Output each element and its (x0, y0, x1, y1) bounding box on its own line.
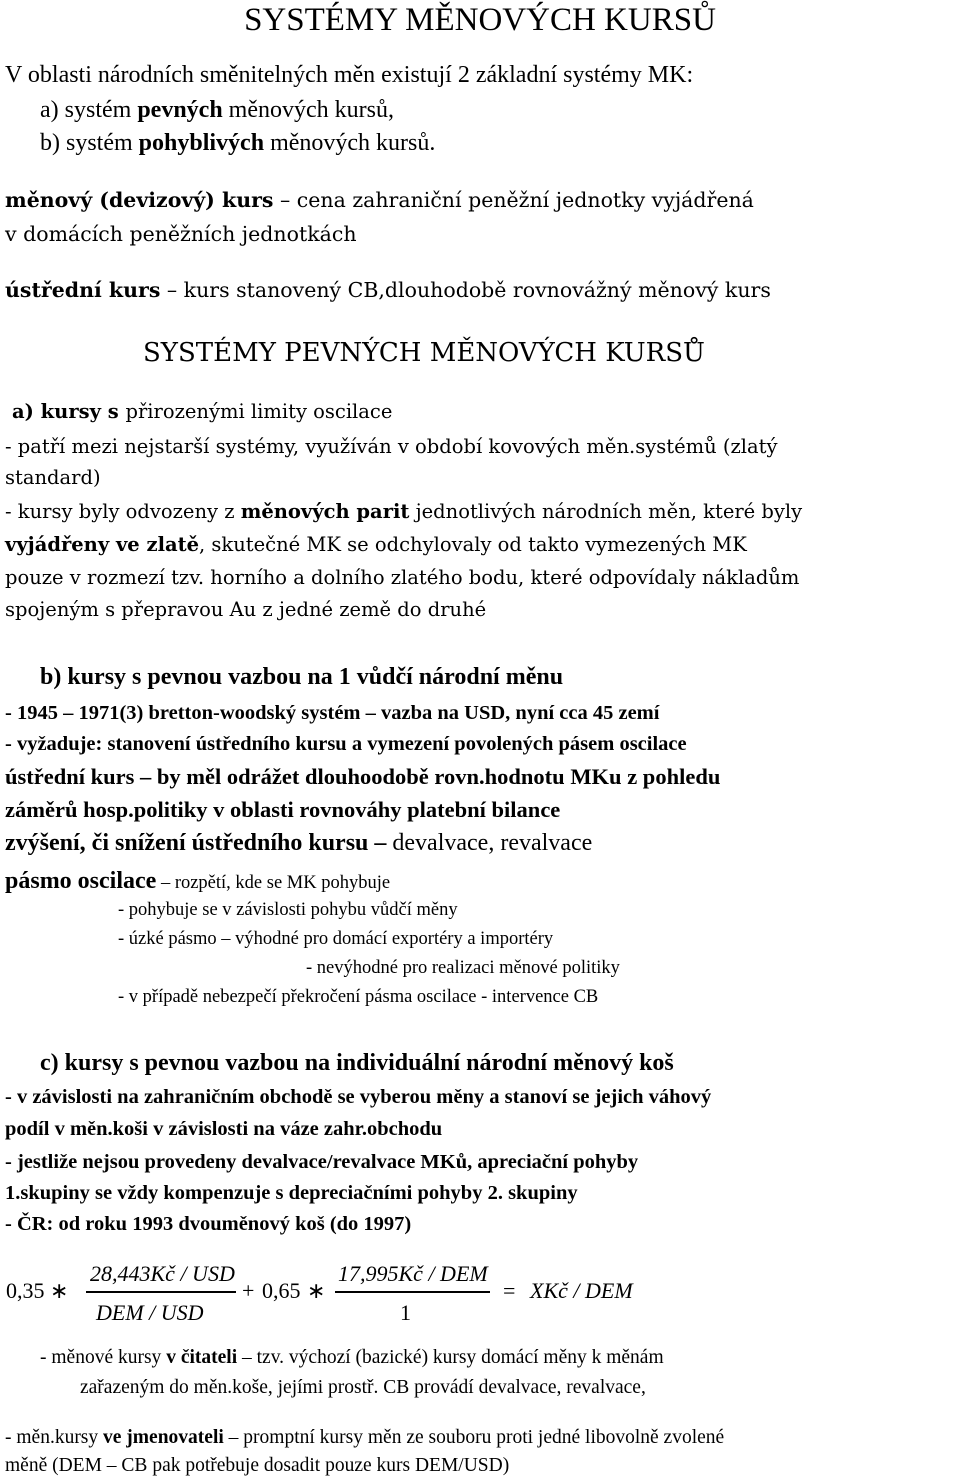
note-emph: ve jmenovateli (103, 1427, 224, 1448)
part-a-line (5, 500, 802, 523)
part-b-emph: zvýšení, či snížení ústředního kursu – (5, 830, 393, 856)
part-b-line: ústřední kurs – by měl odrážet dlouhoodobě rovn.hodnotu MKu z pohledu (5, 764, 721, 789)
fraction-bar (335, 1291, 490, 1293)
part-c-line: - jestliže nejsou provedeny devalvace/revalvace MKů, apreciační pohyby (5, 1151, 639, 1173)
note-line: zařazeným do měn.koše, jejími prostř. CB provádí devalvace, revalvace, (80, 1377, 646, 1398)
part-a-heading (12, 400, 392, 423)
formula-operator: + (242, 1278, 255, 1303)
part-b-line (5, 830, 592, 857)
list-item: - úzké pásmo – výhodné pro domácí exportéry a importéry (118, 929, 554, 949)
formula-denominator: 1 (400, 1300, 411, 1325)
part-b-line (5, 868, 390, 895)
note-text: – tzv. výchozí (bazické) kursy domácí měny k měnám (237, 1347, 664, 1368)
part-a-line (5, 566, 799, 589)
intro-a-suffix: měnových kursů, (222, 97, 394, 123)
list-item: - pohybuje se v závislosti pohybu vůdčí měny (118, 900, 458, 920)
definition-exchange-rate-cont: v domácích peněžních jednotkách (5, 222, 357, 246)
definition-text: – cena zahraniční peněžní jednotky vyjádřená (273, 188, 754, 212)
intro-a-prefix: a) systém (40, 97, 138, 123)
part-a-line: standard) (5, 466, 101, 489)
formula-numerator: 17,995Kč / DEM (338, 1261, 488, 1286)
part-c-heading: c) kursy s pevnou vazbou na individuální národní měnový koš (40, 1050, 674, 1076)
definition-term: ústřední kurs (5, 278, 161, 302)
formula-operator: = (503, 1278, 516, 1303)
definition-central-rate (5, 278, 771, 302)
intro-line: V oblasti národních směnitelných měn existují 2 základní systémy MK: (5, 62, 694, 88)
intro-item-b (40, 130, 435, 157)
part-a-text: - patří mezi nejstarší systémy, využíván v období kovových měn. (5, 435, 636, 458)
part-a-heading-bold: a) kursy s (12, 400, 126, 423)
section-heading: SYSTÉMY PEVNÝCH MĚNOVÝCH KURSŮ (143, 338, 705, 368)
fraction-bar (86, 1291, 236, 1293)
part-b-text: – rozpětí, kde se MK pohybuje (156, 873, 391, 893)
part-a-text: jednotlivých národních měn, které byly (409, 500, 803, 523)
part-a-heading-rest: přirozenými limity oscilace (125, 400, 393, 423)
part-c-line: - ČR: od roku 1993 dvouměnový koš (do 1997) (5, 1213, 412, 1235)
part-b-line: záměrů hosp.politiky v oblasti rovnováhy platební bilance (5, 797, 561, 822)
list-item: - nevýhodné pro realizaci měnové politiky (306, 958, 620, 978)
note-line (5, 1427, 724, 1449)
note-line (40, 1347, 664, 1369)
part-a-emph: vyjádřeny ve zlatě (5, 533, 200, 556)
part-c-line: 1.skupiny se vždy kompenzuje s depreciačními pohyby 2. skupiny (5, 1182, 578, 1204)
formula-denominator: DEM / USD (96, 1300, 204, 1325)
part-b-heading: b) kursy s pevnou vazbou na 1 vůdčí národní měnu (40, 664, 564, 690)
note-text: - měn.kursy (5, 1427, 104, 1448)
definition-term: měnový (devizový) kurs (5, 188, 274, 212)
part-b-emph: pásmo oscilace (5, 868, 157, 894)
formula-operator: ∗ (50, 1278, 69, 1303)
note-emph: v čitateli (166, 1347, 238, 1368)
part-a-emph: měnových parit (240, 500, 410, 523)
part-b-line: - vyžaduje: stanovení ústředního kursu a vymezení povolených pásem oscilace (5, 733, 687, 755)
part-a-text: pouze v rozmezí tzv. (5, 566, 211, 589)
page-title: SYSTÉMY MĚNOVÝCH KURSŮ (244, 2, 716, 38)
part-a-text: horního a dolního zlatého bodu, které odpovídaly nákladům (210, 566, 800, 589)
part-c-line: - v závislosti na zahraničním obchodě se vyberou měny a stanoví se jejich váhový (5, 1086, 712, 1108)
formula-coefficient: 0,35 (6, 1278, 45, 1303)
formula-result: XKč / DEM (530, 1278, 633, 1303)
intro-item-a (40, 97, 394, 124)
part-b-text: devalvace, revalvace (392, 830, 593, 856)
note-text: – promptní kursy měn ze souboru proti jedné libovolně zvolené (223, 1427, 725, 1448)
part-c-line: podíl v měn.koši v závislosti na váze zahr.obchodu (5, 1118, 443, 1140)
note-line: měně (DEM – CB pak potřebuje dosadit pouze kurs DEM/USD) (5, 1455, 510, 1476)
intro-b-suffix: měnových kursů. (264, 130, 436, 156)
formula-coefficient: 0,65 (262, 1278, 301, 1303)
part-b-line: - 1945 – 1971(3) bretton-woodský systém – vazba na USD, nyní cca 45 zemí (5, 702, 660, 724)
part-a-text: - kursy byly odvozeny z (5, 500, 241, 523)
part-a-line (5, 435, 777, 458)
list-item: - v případě nebezpečí překročení pásma oscilace - intervence CB (118, 987, 599, 1007)
formula-operator: ∗ (307, 1278, 326, 1303)
note-text: - měnové kursy (40, 1347, 167, 1368)
part-a-line: spojeným s přepravou Au z jedné země do druhé (5, 598, 487, 621)
intro-b-prefix: b) systém (40, 130, 139, 156)
basket-formula (0, 1256, 700, 1331)
part-a-text-tail: systémů (zlatý (635, 435, 778, 458)
intro-a-bold: pevných (137, 97, 223, 123)
part-a-text: , skutečné MK se odchylovaly od takto vymezených MK (199, 533, 747, 556)
part-a-line (5, 533, 747, 556)
definition-exchange-rate (5, 188, 754, 212)
definition-text: – kurs stanovený CB,dlouhodobě rovnovážný měnový kurs (160, 278, 771, 302)
formula-numerator: 28,443Kč / USD (90, 1261, 235, 1286)
intro-b-bold: pohyblivých (138, 130, 265, 156)
